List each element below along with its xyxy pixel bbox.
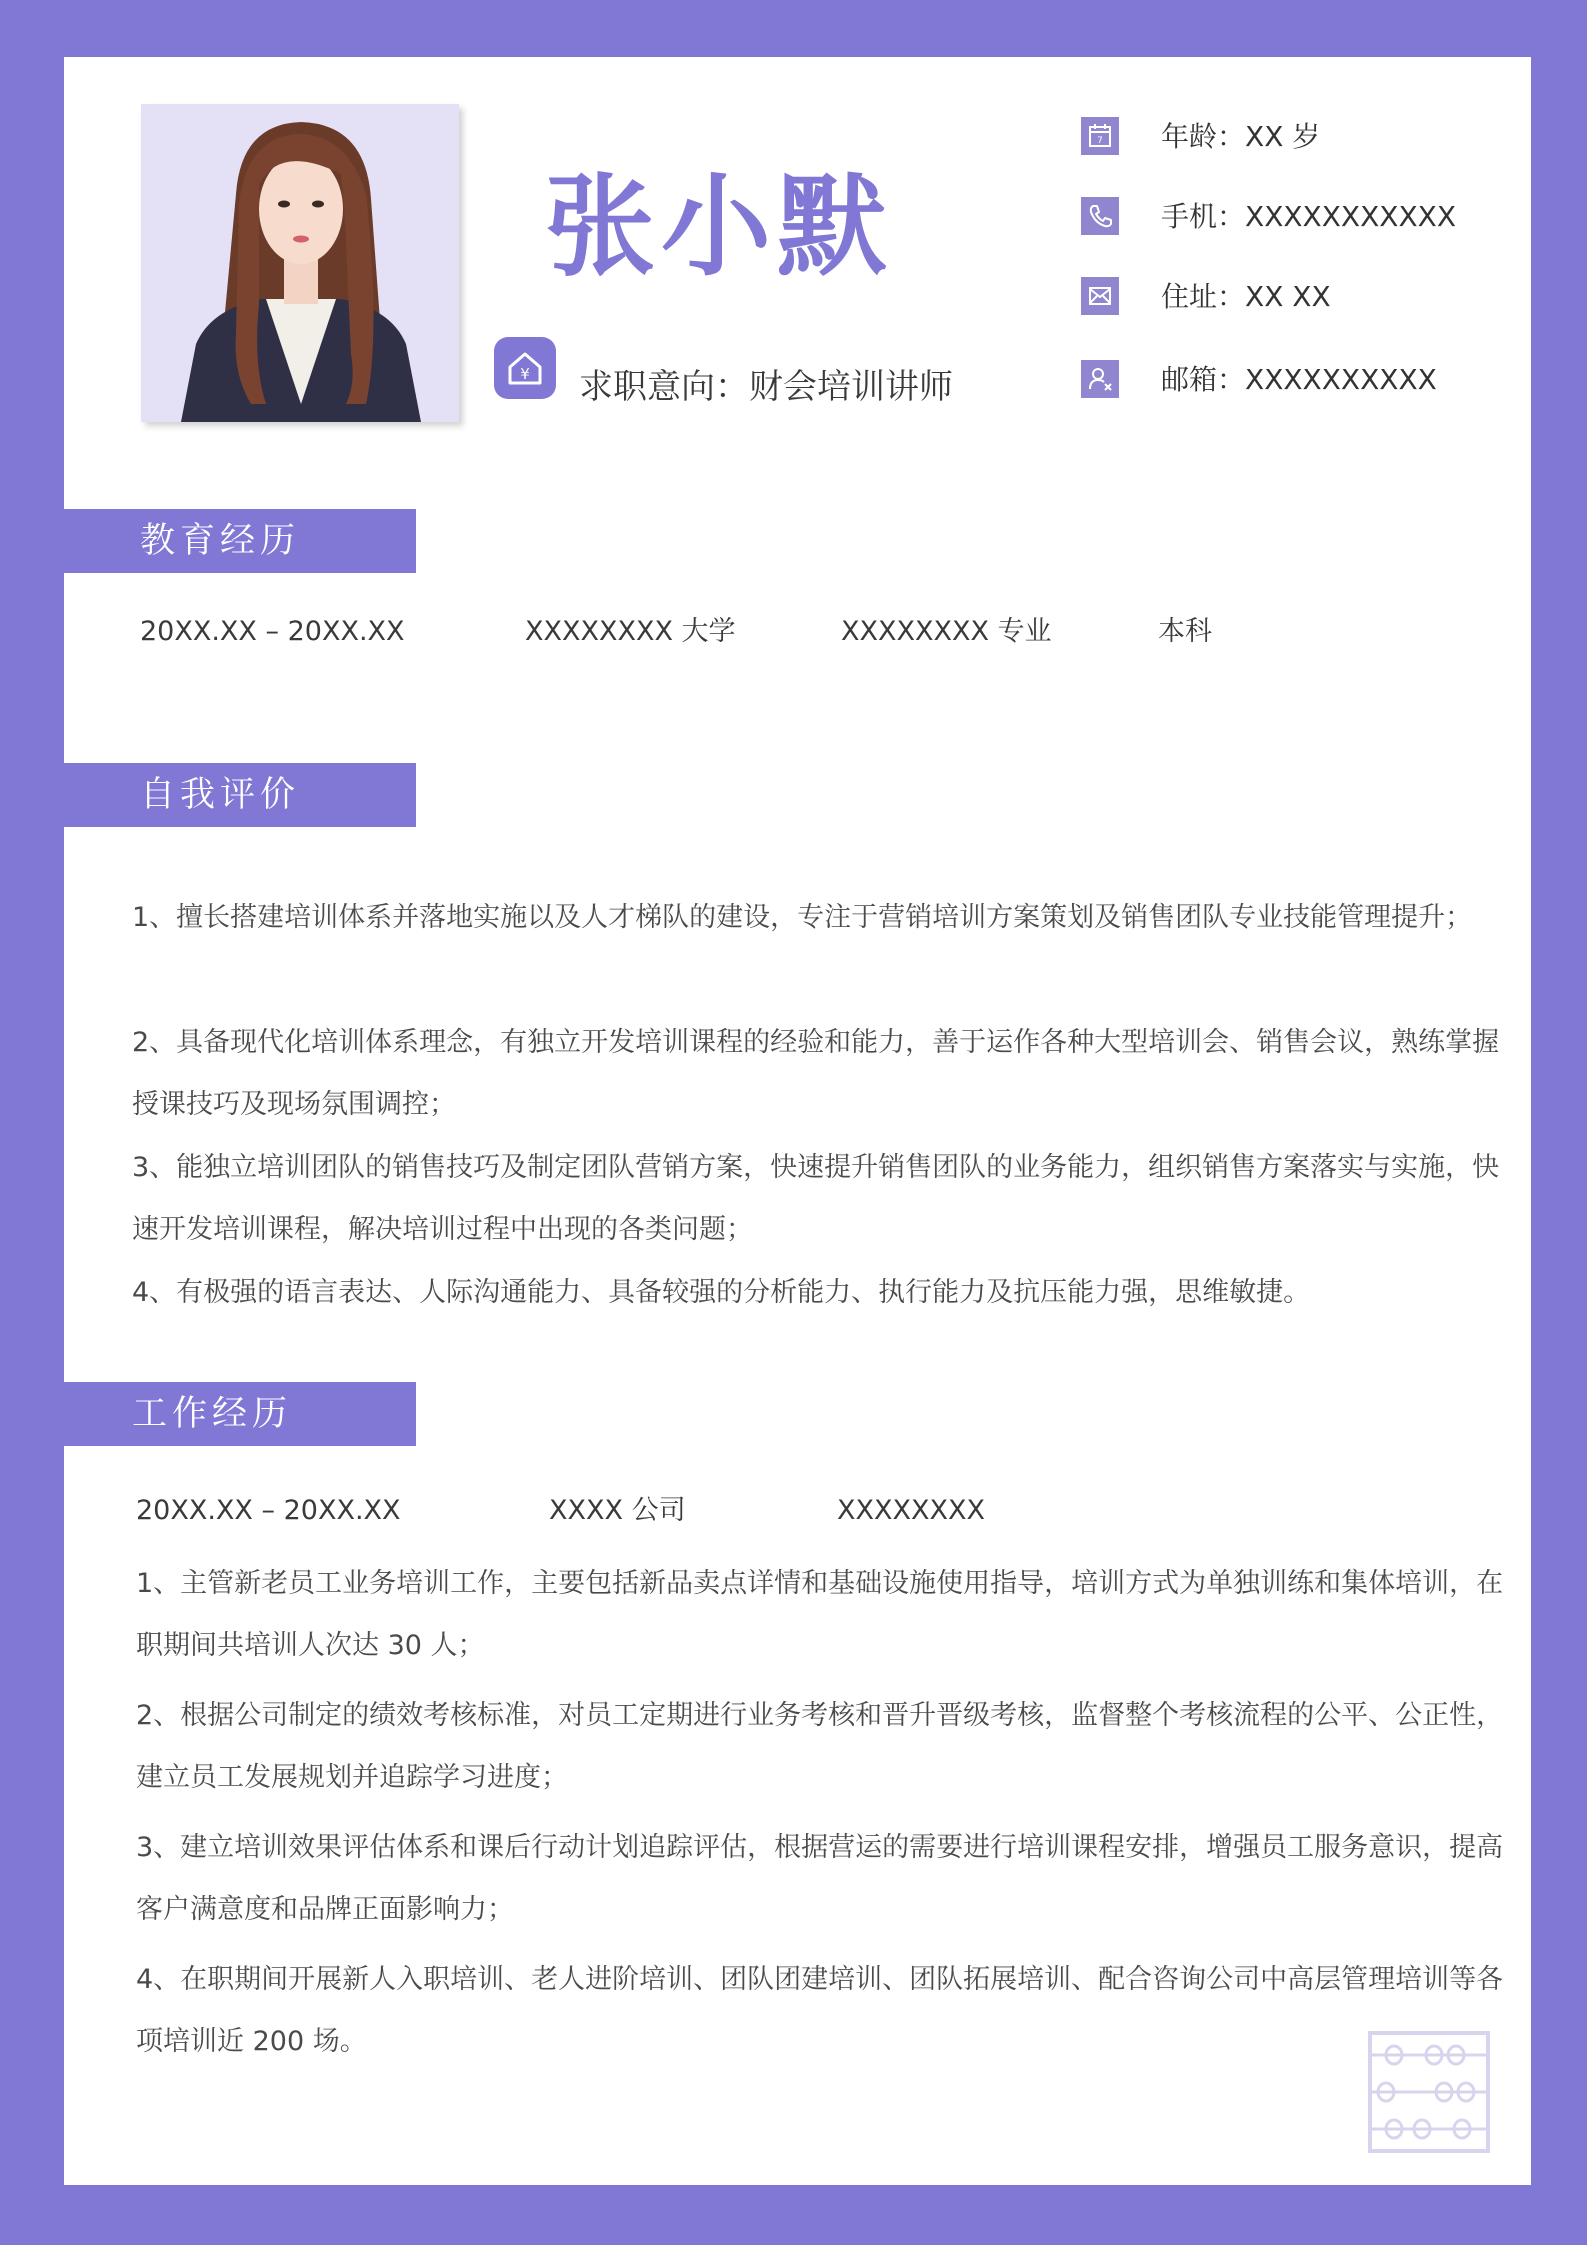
section-title-education: 教育经历 <box>140 521 301 561</box>
money-house-icon <box>494 337 556 399</box>
calendar-icon <box>1081 117 1119 155</box>
profile-photo <box>141 104 459 422</box>
work-item-1: 1、主管新老员工业务培训工作，主要包括新品卖点详情和基础设施使用指导，培训方式为单独训练和集体培训，在职期间共培训人次达 30 人； <box>136 1568 1504 1661</box>
section-title-work: 工作经历 <box>132 1394 293 1434</box>
contact-address-value: XX XX <box>1245 280 1331 313</box>
work-period: 20XX.XX – 20XX.XX <box>136 1495 401 1526</box>
work-company: XXXX 公司 <box>549 1495 686 1526</box>
contact-phone-label: 手机： <box>1161 200 1246 233</box>
user-icon <box>1081 360 1119 398</box>
work-item-3: 3、建立培训效果评估体系和课后行动计划追踪评估，根据营运的需要进行培训课程安排，增强员工服务意识，提高客户满意度和品牌正面影响力； <box>136 1832 1504 1925</box>
contact-email-value: XXXXXXXXXX <box>1245 363 1437 396</box>
work-position: XXXXXXXX <box>837 1495 985 1526</box>
contact-phone-value: XXXXXXXXXXX <box>1245 200 1457 233</box>
candidate-name: 张小默 <box>545 163 893 291</box>
svg-text:¥: ¥ <box>520 365 530 383</box>
job-intent <box>579 359 953 408</box>
job-intent-value: 财会培训讲师 <box>749 367 953 407</box>
abacus-icon <box>1364 2027 1494 2157</box>
education-school: XXXXXXXX 大学 <box>525 616 736 647</box>
self-eval-item-4: 4、有极强的语言表达、人际沟通能力、具备较强的分析能力、执行能力及抗压能力强，思维敏捷。 <box>132 1277 1311 1308</box>
job-intent-label: 求职意向： <box>579 367 749 407</box>
contact-address-label: 住址： <box>1161 280 1246 313</box>
section-title-self-eval: 自我评价 <box>140 775 301 815</box>
education-degree: 本科 <box>1158 616 1212 647</box>
contact-email-label: 邮箱： <box>1161 363 1246 396</box>
svg-text:7: 7 <box>1097 136 1103 146</box>
self-eval-item-3: 3、能独立培训团队的销售技巧及制定团队营销方案，快速提升销售团队的业务能力，组织销售方案落实与实施，快速开发培训课程，解决培训过程中出现的各类问题； <box>132 1152 1500 1245</box>
work-item-4: 4、在职期间开展新人入职培训、老人进阶培训、团队团建培训、团队拓展培训、配合咨询公司中高层管理培训等各项培训近 200 场。 <box>136 1964 1504 2057</box>
self-eval-item-2: 2、具备现代化培训体系理念，有独立开发培训课程的经验和能力，善于运作各种大型培训会、销售会议，熟练掌握授课技巧及现场氛围调控； <box>132 1027 1500 1120</box>
contact-age-label: 年龄： <box>1161 120 1246 153</box>
section-header-education <box>64 509 416 573</box>
mail-icon <box>1081 277 1119 315</box>
phone-icon <box>1081 197 1119 235</box>
education-major: XXXXXXXX 专业 <box>841 616 1052 647</box>
section-header-work <box>64 1382 416 1446</box>
resume-page <box>64 57 1531 2185</box>
contact-age-value: XX 岁 <box>1245 120 1321 153</box>
work-item-2: 2、根据公司制定的绩效考核标准，对员工定期进行业务考核和晋升晋级考核，监督整个考核流程的公平、公正性，建立员工发展规划并追踪学习进度； <box>136 1700 1504 1793</box>
self-eval-item-1: 1、擅长搭建培训体系并落地实施以及人才梯队的建设，专注于营销培训方案策划及销售团队专业技能管理提升； <box>132 902 1473 933</box>
section-header-self-eval <box>64 763 416 827</box>
education-period: 20XX.XX – 20XX.XX <box>140 616 405 647</box>
